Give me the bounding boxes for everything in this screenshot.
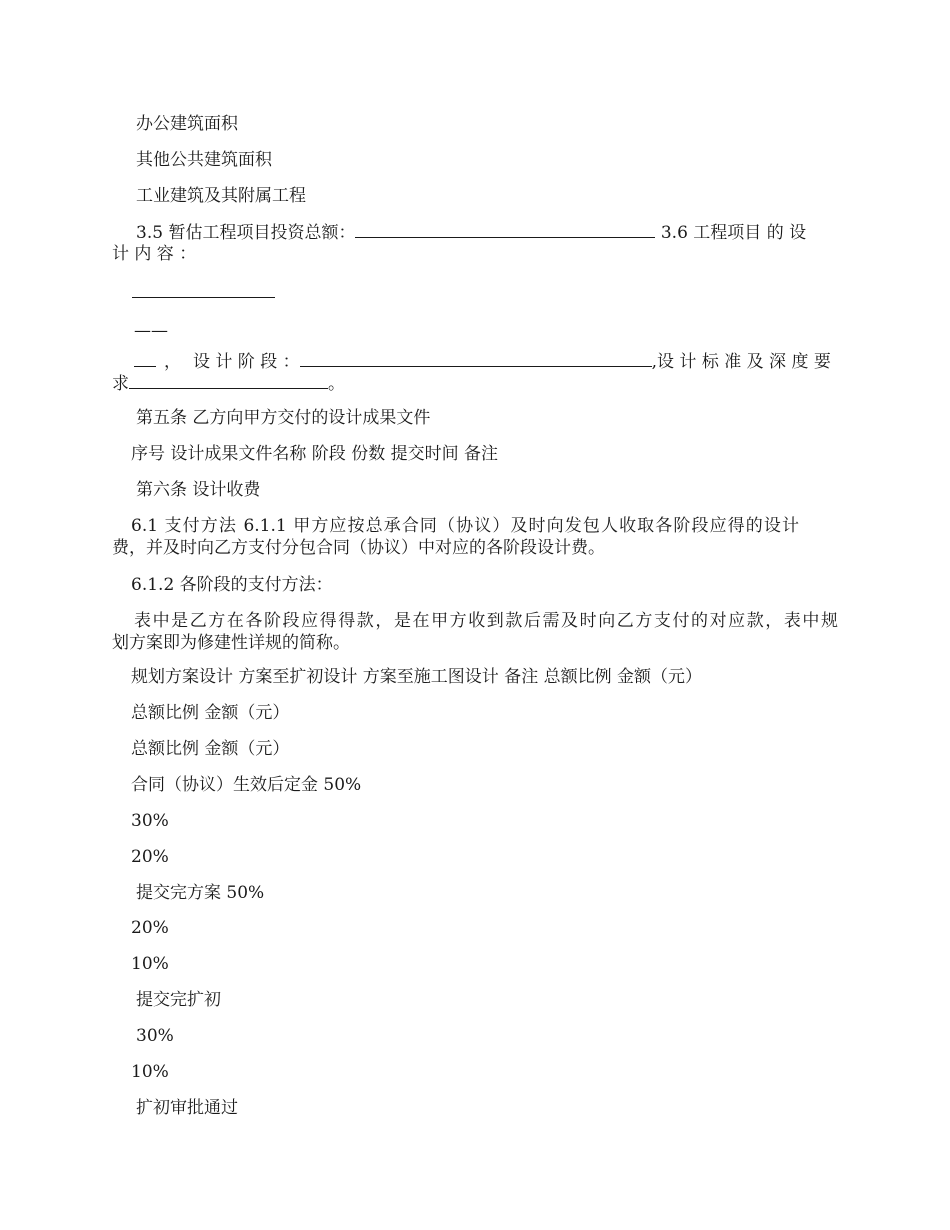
industrial-line: 工业建筑及其附属工程 [136, 186, 306, 206]
payment-method-line-2: 费，并及时向乙方支付分包合同（协议）中对应的各阶段设计费。 [112, 538, 605, 558]
article-5-heading: 第五条 乙方向甲方交付的设计成果文件 [136, 408, 431, 428]
design-content-blank [132, 281, 275, 298]
ratio-amount-row-2: 总额比例 金额（元） [131, 739, 290, 759]
deliverables-table-header: 序号 设计成果文件名称 阶段 份数 提交时间 备注 [131, 444, 499, 464]
submit-prelim-row: 提交完扩初 [136, 990, 221, 1010]
payment-method-line-1: 6.1 支付方法 6.1.1 甲方应按总承合同（协议）及时向发包人收取各阶段应得的设计 [131, 516, 799, 536]
stage-label: 设 计 阶 段 ： [193, 352, 300, 372]
prelim-approved-row: 扩初审批通过 [136, 1098, 238, 1118]
stage-blank [300, 350, 652, 367]
design-content-cont: 计 内 容 ： [112, 244, 197, 264]
design-stage-line [134, 350, 831, 373]
percent-30-a: 30% [131, 811, 169, 831]
stage-payment-heading: 6.1.2 各阶段的支付方法： [131, 575, 333, 595]
design-content-blank-line [132, 281, 275, 304]
table-note-line-1: 表中是乙方在各阶段应得得款，是在甲方收到款后需及时向乙方支付的对应款，表中规 [134, 611, 838, 631]
submit-scheme-row: 提交完方案 50% [136, 883, 265, 903]
requirement-line [112, 372, 345, 395]
investment-label: 3.5 暂估工程项目投资总额： [136, 223, 356, 243]
percent-10-b: 10% [131, 1062, 169, 1082]
stage-blank-short [134, 350, 156, 367]
percent-20-b: 20% [131, 918, 169, 938]
requirement-end: 。 [328, 374, 345, 394]
ratio-amount-row-1: 总额比例 金额（元） [131, 703, 290, 723]
deposit-row: 合同（协议）生效后定金 50% [131, 775, 362, 795]
percent-30-b: 30% [136, 1026, 174, 1046]
requirement-blank [129, 372, 328, 389]
public-area-line: 其他公共建筑面积 [136, 150, 272, 170]
table-note-line-2: 划方案即为修建性详规的简称。 [112, 633, 350, 653]
standard-label: ,设 计 标 准 及 深 度 要 [651, 352, 831, 372]
investment-line [136, 221, 806, 244]
office-area-line: 办公建筑面积 [136, 114, 238, 134]
investment-blank [355, 221, 655, 238]
dash-line: —— [134, 321, 168, 341]
article-6-heading: 第六条 设计收费 [136, 480, 261, 500]
fee-table-header: 规划方案设计 方案至扩初设计 方案至施工图设计 备注 总额比例 金额（元） [131, 667, 703, 687]
requirement-label: 求 [112, 374, 129, 394]
stage-comma: ， [164, 352, 181, 372]
design-content-label: 3.6 工程项目 的 设 [660, 223, 807, 243]
percent-20-a: 20% [131, 847, 169, 867]
percent-10-a: 10% [131, 954, 169, 974]
